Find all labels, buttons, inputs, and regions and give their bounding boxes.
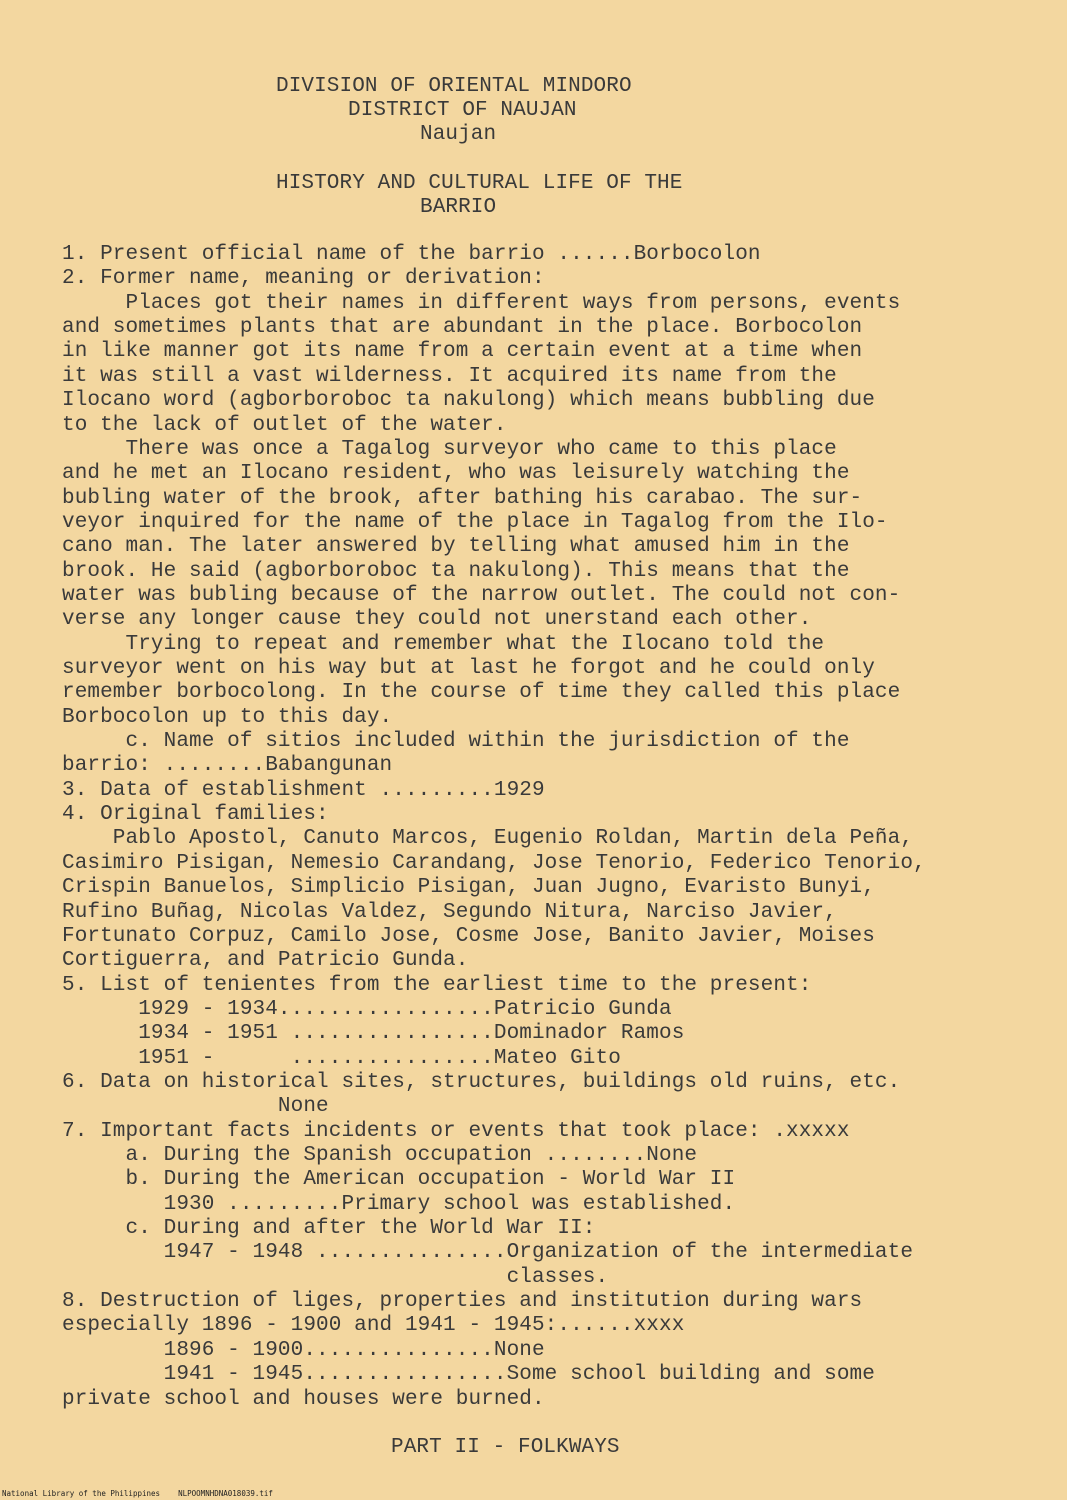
district-heading: DISTRICT OF NAUJAN	[348, 99, 577, 122]
body-line: remember borbocolong. In the course of time they called this place	[62, 681, 901, 705]
body-line: 1929 - 1934.................Patricio Gunda	[62, 997, 672, 1021]
body-line: especially 1896 - 1900 and 1941 - 1945:......xxxx	[62, 1314, 685, 1338]
body-line: to the lack of outlet of the water.	[62, 413, 507, 437]
body-line: in like manner got its name from a certain event at a time when	[62, 340, 863, 364]
body-line: 7. Important facts incidents or events that took place: .xxxxx	[62, 1119, 850, 1143]
body-line: and sometimes plants that are abundant in the place. Borbocolon	[62, 316, 863, 340]
scan-footer: National Library of the Philippines NLPOOMNHDNA018039.tif	[2, 1489, 273, 1498]
body-line: barrio: ........Babangunan	[62, 754, 393, 778]
body-line: Trying to repeat and remember what the Ilocano told the	[62, 632, 825, 656]
body-line: 3. Data of establishment .........1929	[62, 778, 545, 802]
body-line: c. During and after the World War II:	[62, 1217, 596, 1240]
body-line: c. Name of sitios included within the jurisdiction of the	[62, 730, 850, 753]
body-line: Pablo Apostol, Canuto Marcos, Eugenio Roldan, Martin dela Peña,	[62, 827, 914, 851]
body-line: 1947 - 1948 ...............Organization of the intermediate	[62, 1241, 914, 1265]
body-line: classes.	[62, 1265, 609, 1289]
body-line: Rufino Buñag, Nicolas Valdez, Segundo Nitura, Narciso Javier,	[62, 900, 837, 924]
body-line: 8. Destruction of liges, properties and institution during wars	[62, 1290, 863, 1313]
body-line: surveyor went on his way but at last he forgot and he could only	[62, 657, 875, 680]
body-line: 1941 - 1945................Some school building and some	[62, 1363, 875, 1387]
body-line: Ilocano word (agborboroboc ta nakulong) which means bubbling due	[62, 389, 875, 413]
body-line: b. During the American occupation - World War II	[62, 1168, 736, 1192]
body-line: bubling water of the brook, after bathing his carabao. The sur-	[62, 486, 863, 510]
body-line: 4. Original families:	[62, 803, 329, 827]
body-line: brook. He said (agborboroboc ta nakulong). This means that the	[62, 559, 850, 583]
body-line: Crispin Banuelos, Simplicio Pisigan, Juan Jugno, Evaristo Bunyi,	[62, 876, 875, 900]
body-line: water was bubling because of the narrow outlet. The could not con-	[62, 583, 901, 607]
body-line: 1. Present official name of the barrio ......Borbocolon	[62, 243, 761, 266]
body-line: verse any longer cause they could not unerstand each other.	[62, 608, 812, 632]
body-line: 6. Data on historical sites, structures, buildings old ruins, etc.	[62, 1070, 901, 1094]
division-heading: DIVISION OF ORIENTAL MINDORO	[276, 75, 632, 98]
body-line: Places got their names in different ways from persons, events	[62, 291, 901, 315]
document-title-line2: BARRIO	[420, 196, 497, 219]
body-line: 1951 - ................Mateo Gito	[62, 1046, 621, 1070]
body-line: 1896 - 1900...............None	[62, 1338, 545, 1362]
document-title-line1: HISTORY AND CULTURAL LIFE OF THE	[276, 172, 683, 195]
body-line: Borbocolon up to this day.	[62, 705, 393, 729]
part-title: PART II - FOLKWAYS	[391, 1436, 620, 1459]
body-line: 2. Former name, meaning or derivation:	[62, 267, 545, 291]
body-line: Cortiguerra, and Patricio Gunda.	[62, 949, 469, 973]
body-line: it was still a vast wilderness. It acquired its name from the	[62, 364, 837, 388]
body-line: 5. List of tenientes from the earliest time to the present:	[62, 973, 812, 997]
body-line: Fortunato Corpuz, Camilo Jose, Cosme Jose, Banito Javier, Moises	[62, 924, 875, 948]
body-line: veyor inquired for the name of the place in Tagalog from the Ilo-	[62, 510, 888, 534]
body-line: There was once a Tagalog surveyor who came to this place	[62, 437, 837, 461]
body-line: 1934 - 1951 ................Dominador Ramos	[62, 1022, 685, 1046]
body-line: 1930 .........Primary school was established.	[62, 1192, 736, 1216]
body-line: private school and houses were burned.	[62, 1387, 545, 1411]
body-line: cano man. The later answered by telling what amused him in the	[62, 535, 850, 559]
body-line: a. During the Spanish occupation ........None	[62, 1144, 698, 1167]
body-line: and he met an Ilocano resident, who was leisurely watching the	[62, 462, 850, 486]
body-line: Casimiro Pisigan, Nemesio Carandang, Jose Tenorio, Federico Tenorio,	[62, 851, 926, 875]
town-heading: Naujan	[420, 123, 497, 146]
body-line: None	[62, 1095, 329, 1119]
